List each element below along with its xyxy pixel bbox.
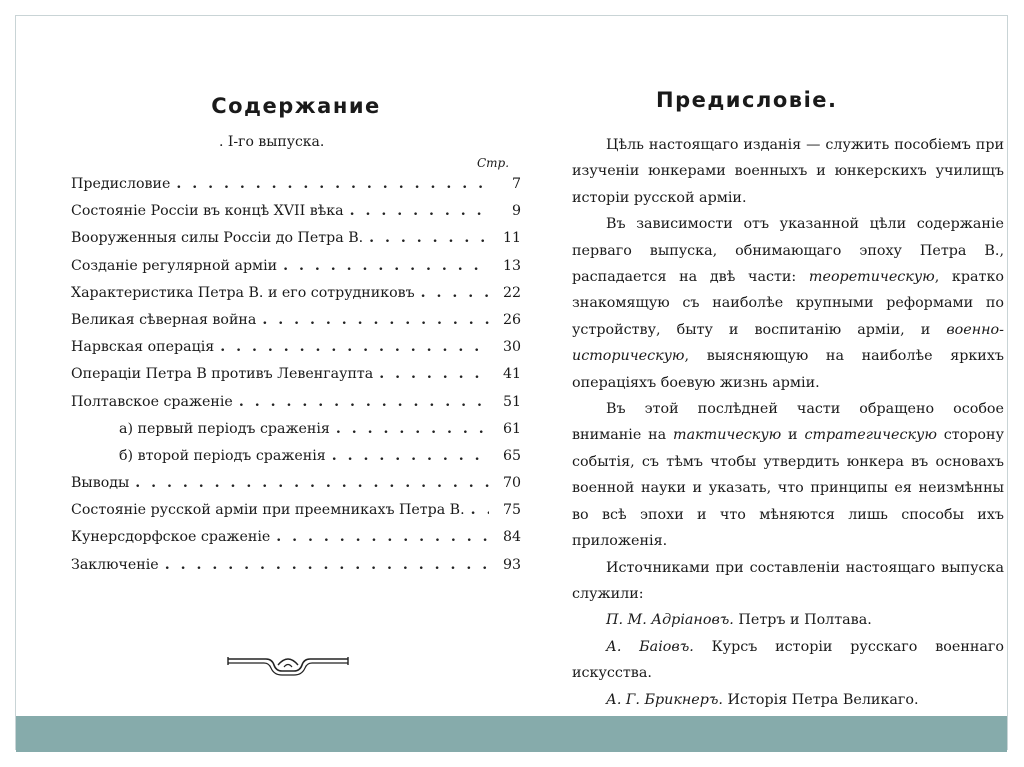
toc-entry: Предисловие . . . 7: [71, 176, 521, 203]
preface-body: [572, 132, 1004, 713]
preface-paragraph: Въ этой послѣдней части обращено особое вниманіе на тактическую и стратегическую сторону событія, съ тѣмъ чтобы утвердить юнкера въ основахъ военной науки и указать, что принципы ея неизмѣнны во всѣ эпохи и что мѣняются лишь способы ихъ приложенія.: [572, 401, 1004, 550]
toc-entry: Характеристика Петра В. и его сотрудниковъ . . . 22: [71, 285, 521, 312]
toc-entry: Великая сѣверная война . . . 26: [71, 312, 521, 339]
toc-entry: Состояніе русской арміи при преемникахъ Петра В. . . . 75: [71, 502, 521, 529]
toc-entry: Операціи Петра В противъ Левенгаупта . . . 41: [71, 366, 521, 393]
toc-entry: Выводы . . . 70: [71, 475, 521, 502]
toc-entry: Состояніе Россіи въ концѣ XVII вѣка . . . 9: [71, 203, 521, 230]
toc-entry: Вооруженныя силы Россіи до Петра В. . . . 11: [71, 230, 521, 257]
toc-entry: Заключеніе . . . 93: [71, 557, 521, 584]
toc-subentry: а) первый періодъ сраженія . . . 61: [71, 421, 521, 448]
ornament-icon: [226, 651, 350, 677]
toc-entry: Нарвская операція . . . 30: [71, 339, 521, 366]
toc-entry: Кунерсдорфское сраженіе . . . 84: [71, 529, 521, 556]
source-entry: А. Г. Брикнеръ. Исторія Петра Великаго.: [606, 691, 919, 708]
contents-subtitle: . I-го выпуска.: [219, 134, 325, 150]
toc-entry: Созданіе регулярной арміи . . . 13: [71, 258, 521, 285]
page-column-label: Стр.: [477, 156, 510, 170]
contents-title: Содержание: [211, 94, 381, 118]
contents-list: [71, 176, 521, 584]
preface-paragraph: Въ зависимости отъ указанной цѣли содержаніе перваго выпуска, обнимающаго эпоху Петра В., распадается на двѣ части: теоретическую, кратко знакомящую съ наиболѣе крупными реформами по устройству, быту и воспитанію арміи, и военно-историческую, выясняющую на наиболѣе яркихъ операціяхъ боевую жизнь арміи.: [572, 216, 1004, 391]
preface-paragraph: Источниками при составленіи настоящаго выпуска служили:: [572, 559, 1004, 602]
source-entry: П. М. Адріановъ. Петръ и Полтава.: [606, 612, 872, 629]
slide-footer-band: [16, 716, 1007, 752]
book-spread: [16, 16, 1007, 716]
preface-paragraph: Цѣль настоящаго изданія — служить пособіемъ при изученіи юнкерами военныхъ и юнкерскихъ училищъ исторіи русской арміи.: [572, 137, 1004, 206]
toc-entry: Полтавское сраженіе . . . 51: [71, 394, 521, 421]
toc-subentry: б) второй періодъ сраженія . . . 65: [71, 448, 521, 475]
source-entry: А. Баіовъ. Курсъ исторіи русскаго военнаго искусства.: [572, 638, 1005, 682]
preface-title: Предисловіе.: [656, 88, 838, 112]
